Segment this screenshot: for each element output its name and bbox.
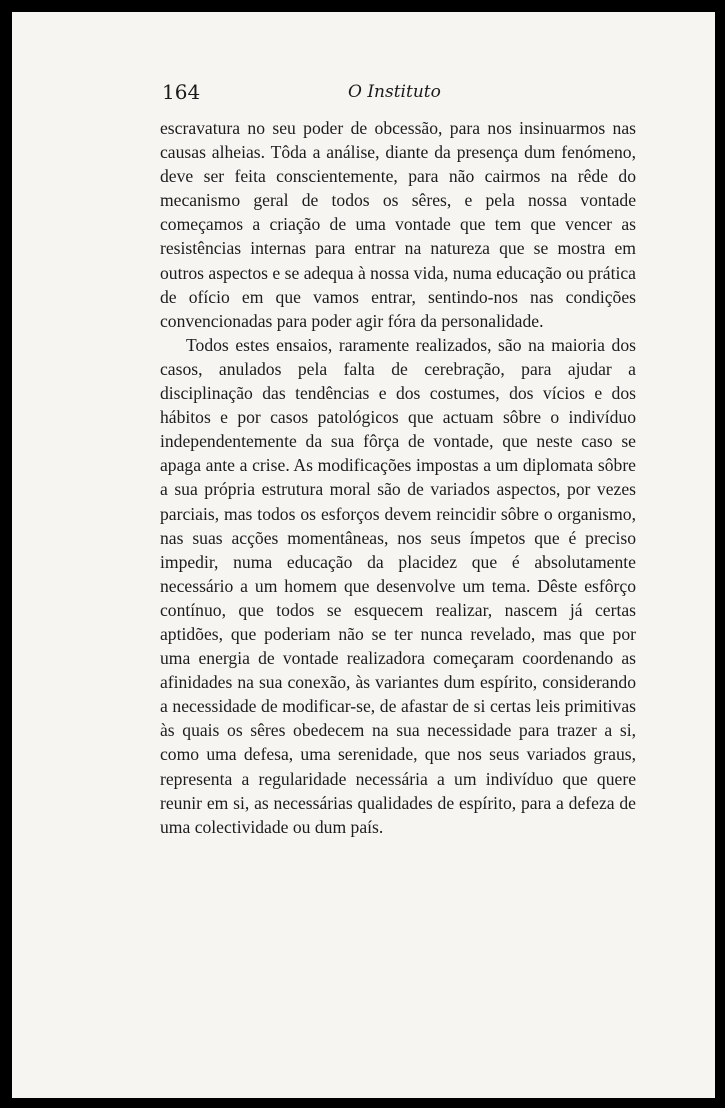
book-page [12, 12, 715, 1098]
running-title: O Instituto [348, 82, 441, 102]
page-number: 164 [162, 80, 201, 104]
body-text [160, 116, 636, 839]
page-header [162, 80, 602, 108]
paragraph-1: escravatura no seu poder de obcessão, para nos insinuarmos nas causas alheias. Tôda a análise, diante da presença dum fenómeno, deve ser feita conscientemente, para não cairmos na rêde do mecanismo geral de todos os sêres, e pela nossa vontade começamos a criação de uma vontade que tem que vencer as resistências internas para entrar na natureza que se mostra em outros aspectos e se adequa à nossa vida, numa educação ou prática de ofício em que vamos entrar, sentindo-nos nas condições convencionadas para poder agir fóra da personalidade. [160, 118, 636, 331]
paragraph-2: Todos estes ensaios, raramente realizados, são na maioria dos casos, anulados pela falta de cerebração, para ajudar a disciplinação das tendências e dos costumes, dos vícios e dos hábitos e por casos patológicos que actuam sôbre o indivíduo independentemente da sua fôrça de vontade, que neste caso se apaga ante a crise. As modificações impostas a um diplomata sôbre a sua própria estrutura moral são de variados aspectos, por vezes parciais, mas todos os esforços devem reincidir sôbre o organismo, nas suas acções momentâneas, nos seus ímpetos que é preciso impedir, numa educação da placidez que é absolutamente necessário a um homem que desenvolve um tema. Dêste esfôrço contínuo, que todos se esquecem realizar, nascem já certas aptidões, que poderiam não se ter nunca revelado, mas que por uma energia de vontade realizadora começaram coordenando as afinidades na sua conexão, às variantes dum espírito, considerando a necessidade de modificar-se, de afastar de si certas leis primitivas às quais os sêres obedecem na sua necessidade para trazer a si, como uma defesa, uma serenidade, que nos seus variados graus, representa a regularidade necessária a um indivíduo que quere reunir em si, as necessárias qualidades de espírito, para a defeza de uma colectividade ou dum país. [160, 334, 636, 837]
